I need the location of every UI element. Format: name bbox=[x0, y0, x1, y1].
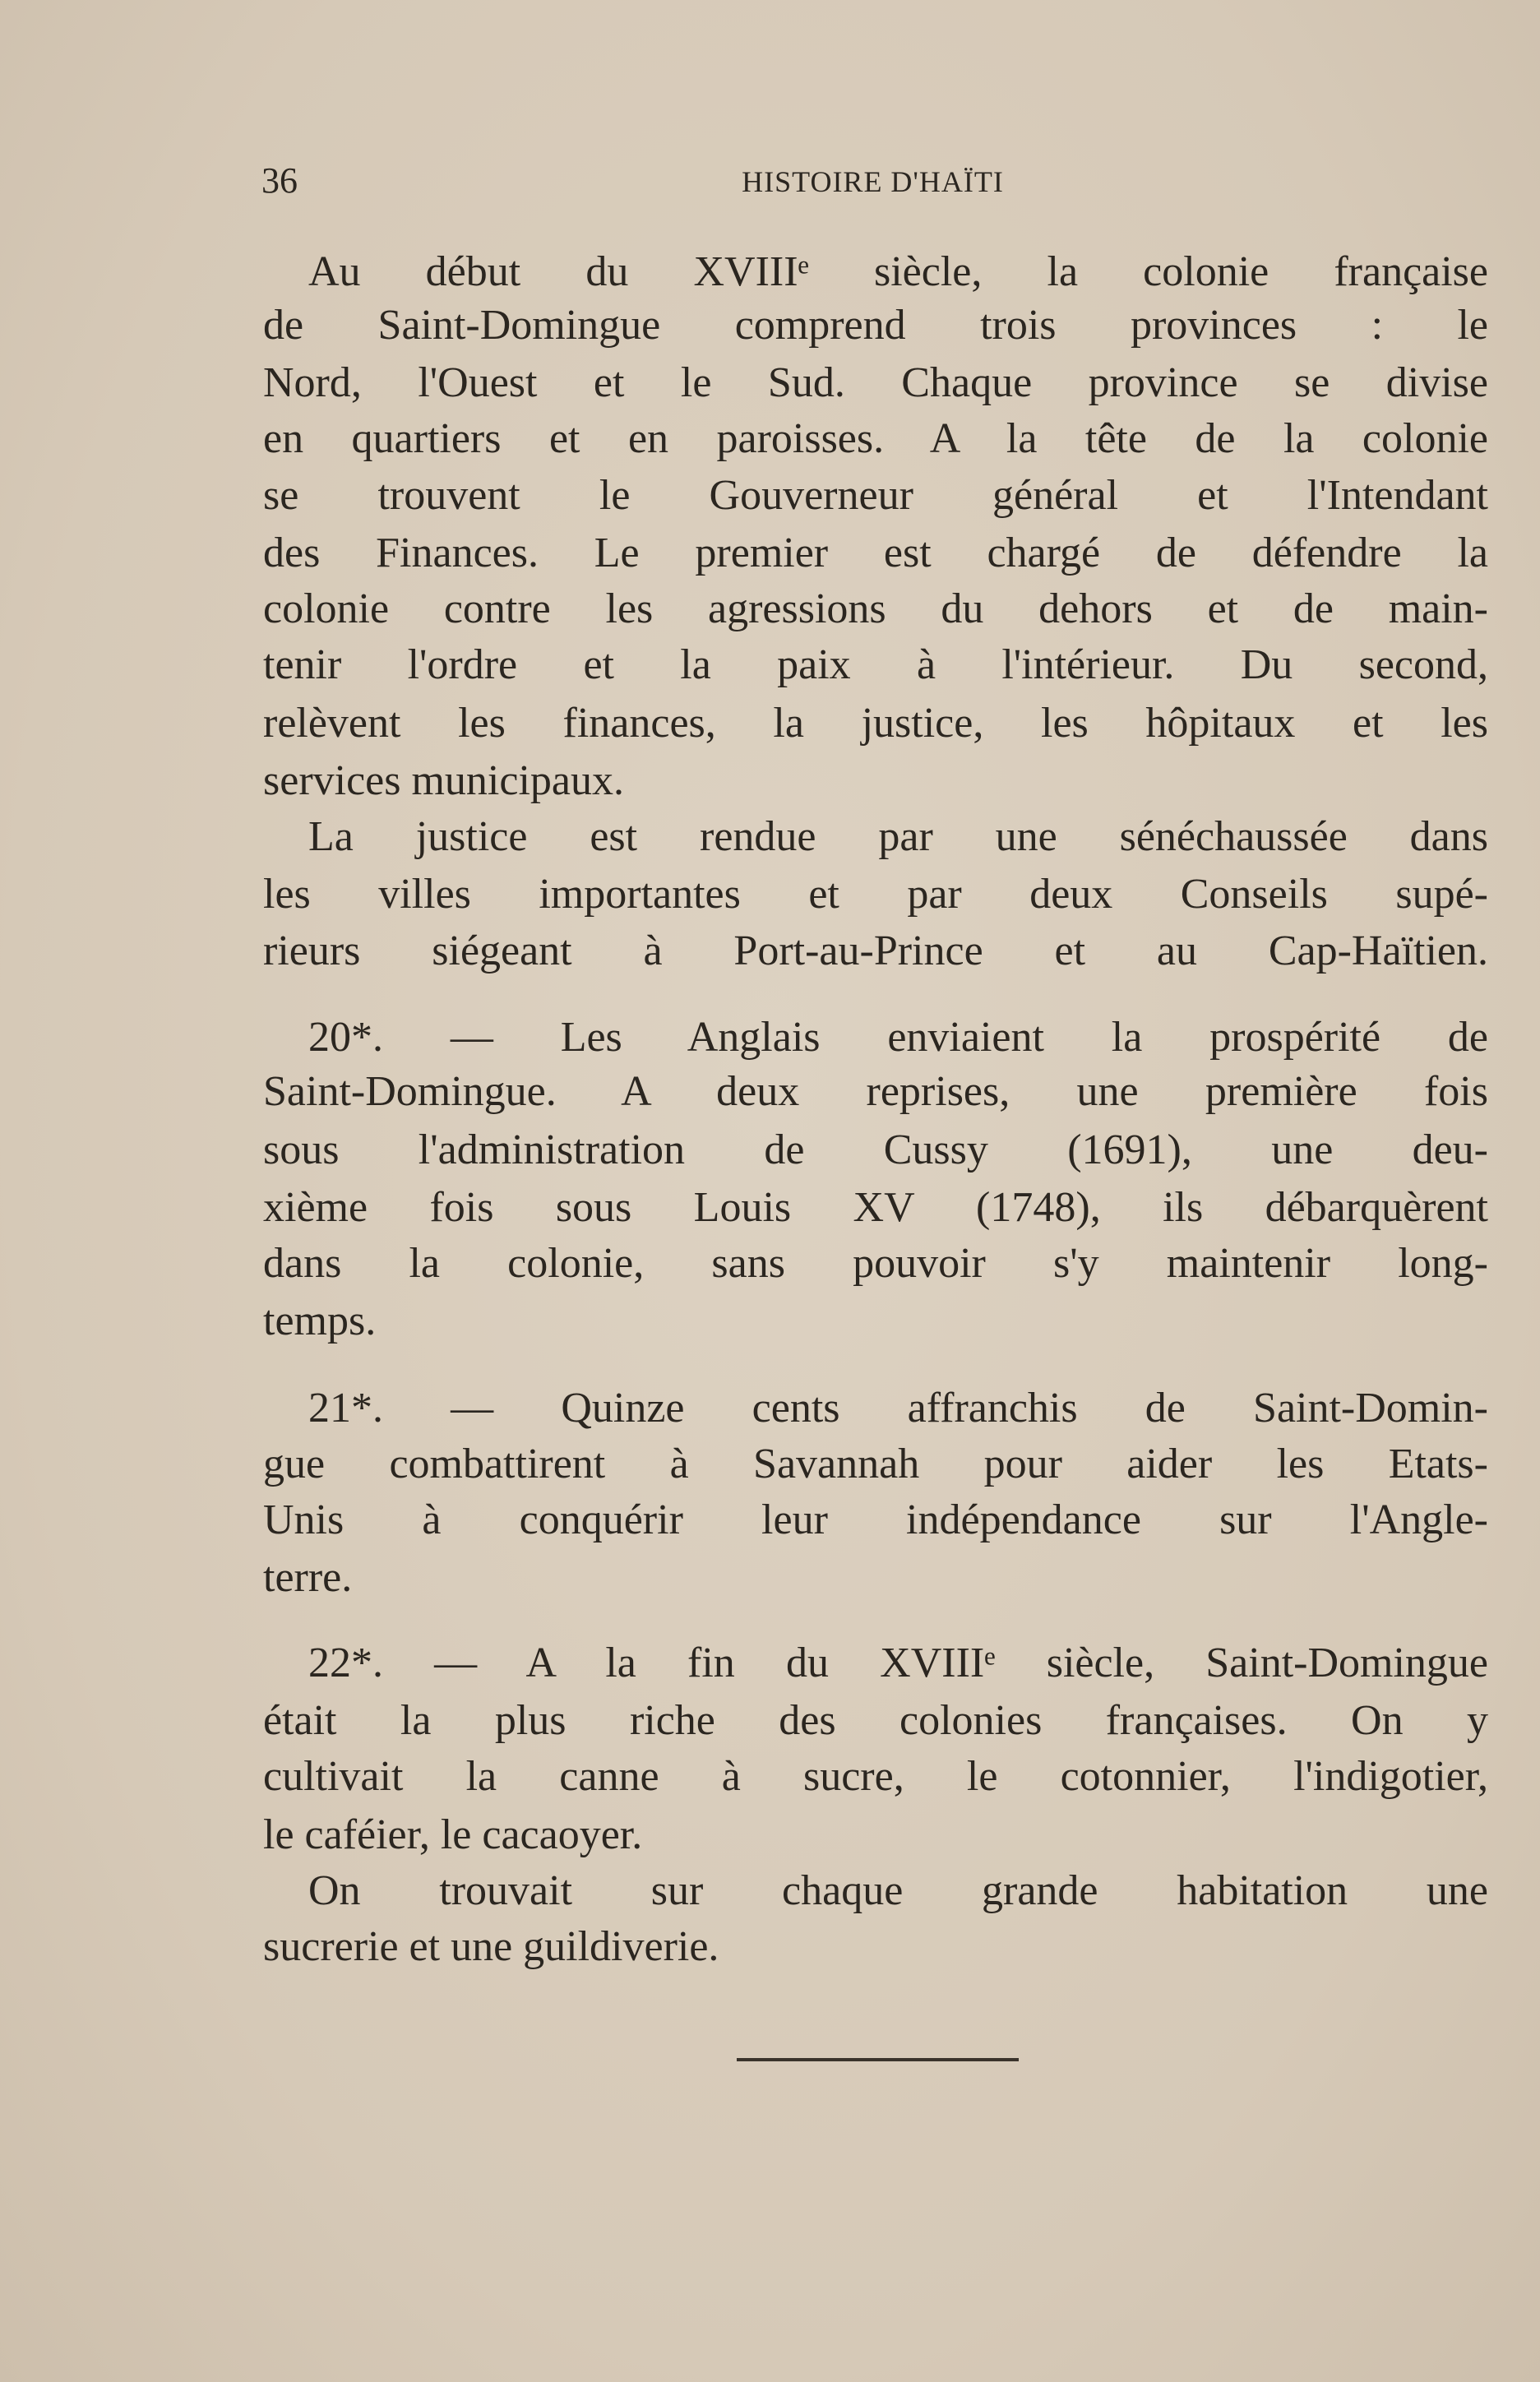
text-line: Unis à conquérir leur indépendance sur l'Angle- bbox=[263, 1496, 1488, 1544]
text-line: 21*. — Quinze cents affranchis de Saint-Domin- bbox=[308, 1384, 1488, 1432]
text-line: sucrerie et une guildiverie. bbox=[263, 1923, 719, 1971]
text-line: Au début du XVIIIᵉ siècle, la colonie française bbox=[308, 248, 1488, 295]
running-title: HISTOIRE D'HAÏTI bbox=[742, 165, 1004, 198]
section-end-rule bbox=[737, 2058, 1019, 2061]
text-line: 22*. — A la fin du XVIIIᵉ siècle, Saint-Domingue bbox=[308, 1639, 1488, 1686]
text-line: dans la colonie, sans pouvoir s'y maintenir long- bbox=[263, 1240, 1488, 1288]
running-header bbox=[0, 161, 1540, 202]
text-line: relèvent les finances, la justice, les hôpitaux et les bbox=[263, 699, 1488, 747]
text-line: était la plus riche des colonies françaises. On y bbox=[263, 1697, 1488, 1745]
text-line: 20*. — Les Anglais enviaient la prospérité de bbox=[308, 1013, 1488, 1061]
text-line: La justice est rendue par une sénéchaussée dans bbox=[308, 813, 1488, 861]
text-line: Saint-Domingue. A deux reprises, une première fois bbox=[263, 1068, 1488, 1116]
page-number: 36 bbox=[261, 160, 298, 201]
text-line: xième fois sous Louis XV (1748), ils débarquèrent bbox=[263, 1183, 1488, 1231]
text-line: les villes importantes et par deux Conseils supé- bbox=[263, 871, 1488, 918]
text-line: cultivait la canne à sucre, le cotonnier, l'indigotier, bbox=[263, 1753, 1488, 1801]
text-line: en quartiers et en paroisses. A la tête de la colonie bbox=[263, 415, 1488, 463]
text-line: temps. bbox=[263, 1297, 377, 1345]
text-line: Nord, l'Ouest et le Sud. Chaque province se divise bbox=[263, 358, 1488, 406]
text-line: tenir l'ordre et la paix à l'intérieur. Du second, bbox=[263, 641, 1488, 689]
text-line: rieurs siégeant à Port-au-Prince et au Cap-Haïtien. bbox=[263, 927, 1488, 974]
text-line: sous l'administration de Cussy (1691), une deu- bbox=[263, 1126, 1488, 1173]
text-line: colonie contre les agressions du dehors et de main- bbox=[263, 585, 1488, 633]
text-line: gue combattirent à Savannah pour aider les Etats- bbox=[263, 1440, 1488, 1487]
text-line: le caféier, le cacaoyer. bbox=[263, 1811, 643, 1858]
text-line: de Saint-Domingue comprend trois provinces : le bbox=[263, 301, 1488, 349]
text-line: des Finances. Le premier est chargé de défendre la bbox=[263, 529, 1488, 576]
text-line: terre. bbox=[263, 1554, 353, 1602]
text-line: services municipaux. bbox=[263, 756, 624, 804]
text-line: On trouvait sur chaque grande habitation une bbox=[308, 1866, 1488, 1914]
text-line: se trouvent le Gouverneur général et l'Intendant bbox=[263, 471, 1488, 519]
